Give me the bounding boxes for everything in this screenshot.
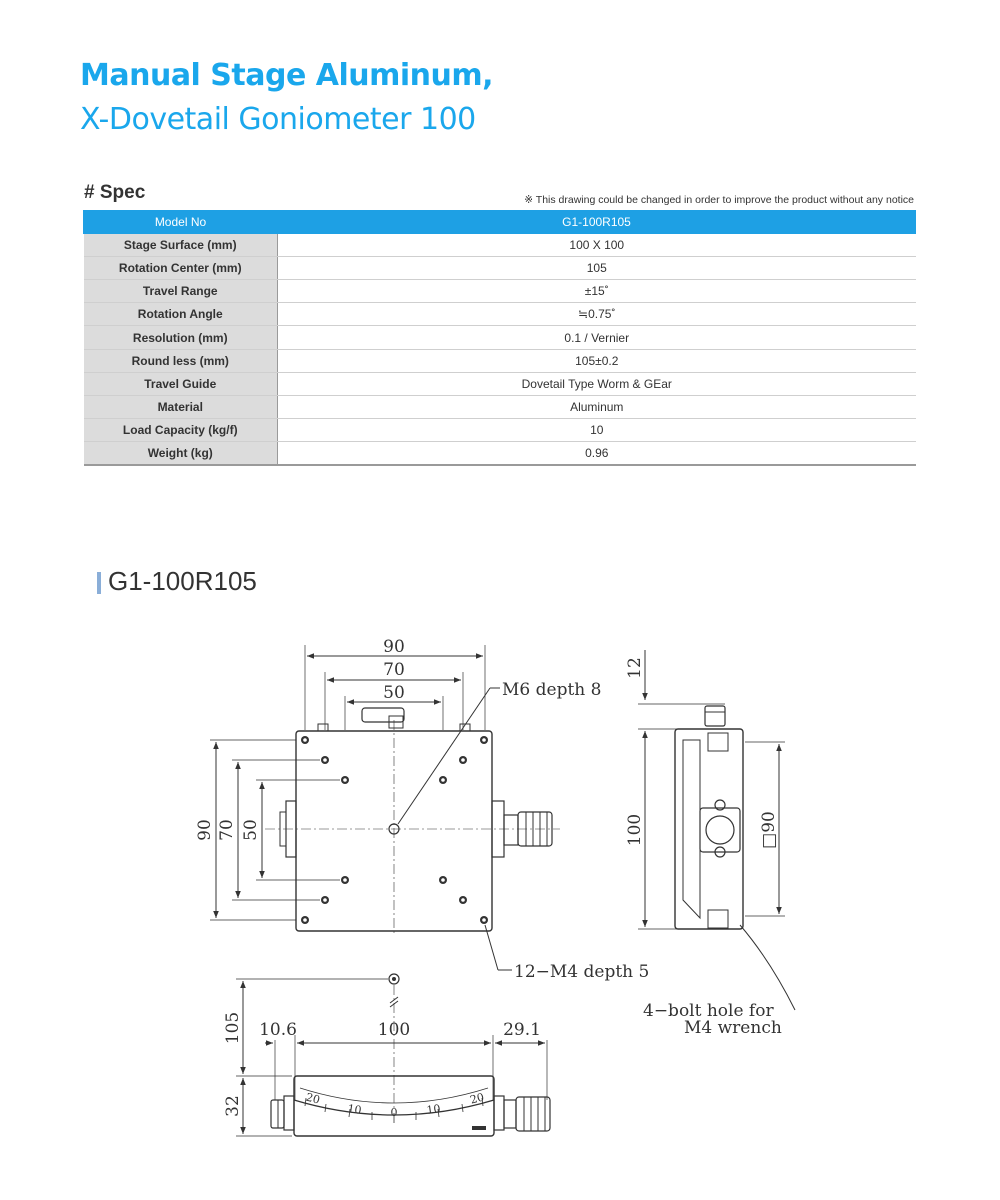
dim-left-70: 70 (217, 819, 237, 841)
spec-header-label: Model No (84, 211, 278, 234)
spec-value: 0.96 (278, 441, 916, 464)
spec-value: Aluminum (278, 395, 916, 418)
spec-label: Travel Range (84, 280, 278, 303)
dim-side-90: □90 (759, 811, 779, 849)
spec-header-value: G1-100R105 (278, 211, 916, 234)
page-subtitle: X-Dovetail Goniometer 100 (80, 102, 476, 137)
table-row (84, 372, 916, 395)
dim-front-10-6: 10.6 (259, 1020, 297, 1040)
scale-label-10-right: 10 (425, 1102, 442, 1117)
dim-side-12: 12 (625, 657, 645, 679)
spec-value: ±15˚ (278, 280, 916, 303)
callout-bolt-line2: M4 wrench (684, 1018, 782, 1038)
table-row (84, 280, 916, 303)
model-heading: G1-100R105 (108, 566, 257, 596)
scale-label-20-right: 20 (468, 1090, 486, 1107)
spec-value: ≒0.75˚ (278, 303, 916, 326)
page-title: Manual Stage Aluminum, (80, 58, 494, 93)
callout-m4: 12−M4 depth 5 (514, 962, 650, 982)
dim-top-50: 50 (383, 683, 405, 703)
table-row (84, 303, 916, 326)
dim-front-32: 32 (223, 1095, 243, 1117)
dim-front-100: 100 (377, 1020, 411, 1040)
technical-drawing (0, 620, 1000, 1180)
spec-value: Dovetail Type Worm & GEar (278, 372, 916, 395)
table-row (84, 257, 916, 280)
dim-top-90: 90 (383, 637, 405, 657)
spec-label: Rotation Angle (84, 303, 278, 326)
callout-m6: M6 depth 8 (502, 680, 602, 700)
spec-label: Travel Guide (84, 372, 278, 395)
spec-label: Round less (mm) (84, 349, 278, 372)
dim-side-100: 100 (625, 813, 645, 847)
spec-header-row (84, 211, 916, 234)
drawing-notice: ※ This drawing could be changed in order to improve the product without any notice (524, 194, 914, 206)
spec-value: 105±0.2 (278, 349, 916, 372)
spec-table (83, 210, 916, 466)
table-row (84, 326, 916, 349)
top-view-labels (195, 637, 649, 982)
spec-value: 10 (278, 418, 916, 441)
dim-front-29-1: 29.1 (503, 1020, 541, 1040)
spec-label: Stage Surface (mm) (84, 234, 278, 257)
spec-value: 105 (278, 257, 916, 280)
dim-left-90: 90 (195, 819, 215, 841)
table-row (84, 441, 916, 464)
model-heading-bar (97, 572, 101, 594)
spec-heading: # Spec (84, 182, 146, 203)
table-row (84, 349, 916, 372)
spec-label: Resolution (mm) (84, 326, 278, 349)
dim-top-70: 70 (383, 660, 405, 680)
scale-label-10-left: 10 (346, 1102, 363, 1117)
scale-label-0: 0 (390, 1106, 398, 1119)
spec-label: Rotation Center (mm) (84, 257, 278, 280)
dim-left-50: 50 (241, 819, 261, 841)
spec-label: Weight (kg) (84, 441, 278, 464)
dim-front-105: 105 (223, 1011, 243, 1045)
spec-value: 0.1 / Vernier (278, 326, 916, 349)
table-row (84, 234, 916, 257)
callout-bolt-line1: 4−bolt hole for (643, 1001, 774, 1021)
table-row (84, 418, 916, 441)
spec-label: Material (84, 395, 278, 418)
spec-label: Load Capacity (kg/f) (84, 418, 278, 441)
table-row (84, 395, 916, 418)
scale-label-20-left: 20 (304, 1090, 322, 1107)
spec-value: 100 X 100 (278, 234, 916, 257)
